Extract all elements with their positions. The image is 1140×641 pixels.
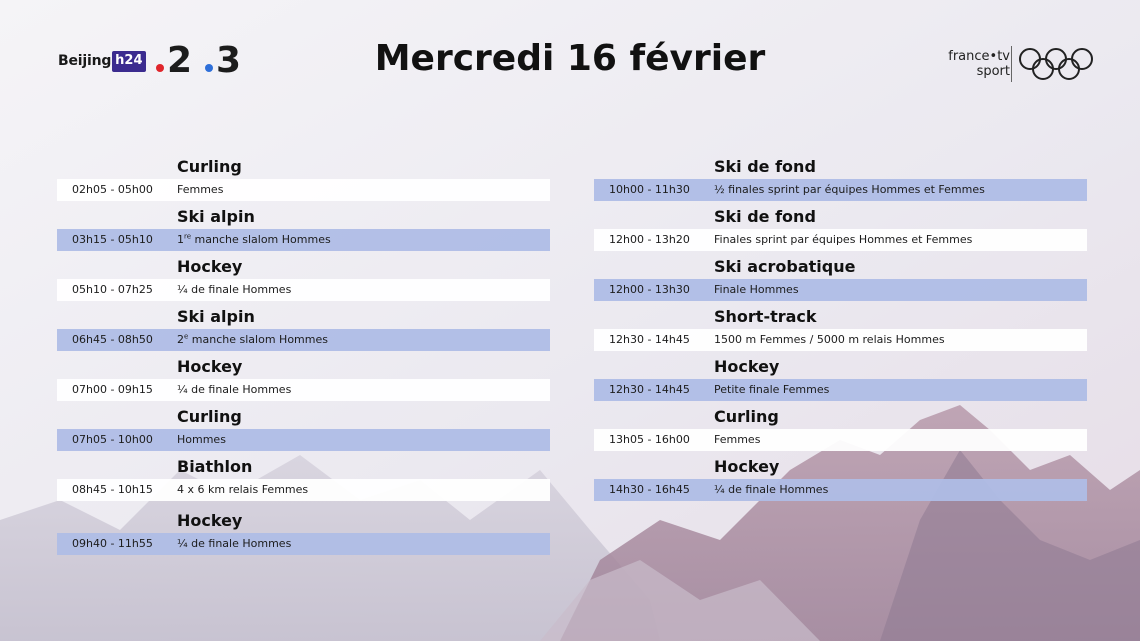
schedule-left-column <box>57 155 550 555</box>
schedule-row <box>57 429 550 451</box>
event-description: 1500 m Femmes / 5000 m relais Hommes <box>714 333 945 346</box>
time-slot: 07h05 - 10h00 <box>72 433 153 446</box>
sport-name: Curling <box>177 157 242 176</box>
event-description: 1re manche slalom Hommes <box>177 232 331 246</box>
sport-name: Ski de fond <box>714 157 816 176</box>
event-description: Hommes <box>177 433 226 446</box>
schedule-entry <box>57 509 550 555</box>
sport-name: Ski de fond <box>714 207 816 226</box>
event-description: Femmes <box>714 433 761 446</box>
schedule-row <box>594 479 1087 501</box>
schedule-entry <box>57 405 550 451</box>
beijing-logo-box: h24 <box>112 51 145 72</box>
schedule-row <box>594 229 1087 251</box>
sport-name: Short-track <box>714 307 817 326</box>
schedule-row <box>57 479 550 501</box>
sport-name: Hockey <box>714 457 780 476</box>
olympic-rings-logo <box>1011 46 1094 82</box>
sport-name: Curling <box>177 407 242 426</box>
schedule-entry <box>594 155 1087 201</box>
event-description: 2e manche slalom Hommes <box>177 332 328 346</box>
beijing-logo-text: Beijing <box>58 53 112 69</box>
time-slot: 12h30 - 14h45 <box>609 383 690 396</box>
schedule-row <box>594 179 1087 201</box>
schedule-row <box>57 229 550 251</box>
event-description: 4 x 6 km relais Femmes <box>177 483 309 496</box>
schedule-entry <box>57 255 550 301</box>
france2-number: 2 <box>167 40 193 81</box>
sport-name: Hockey <box>177 357 243 376</box>
sport-name: Biathlon <box>177 457 253 476</box>
time-slot: 08h45 - 10h15 <box>72 483 153 496</box>
page-title: Mercredi 16 février <box>374 38 766 79</box>
time-slot: 02h05 - 05h00 <box>72 183 153 196</box>
sport-logo-text: sport <box>976 64 1010 79</box>
schedule-entry <box>594 305 1087 351</box>
france3-number: 3 <box>216 40 242 81</box>
schedule-row <box>594 279 1087 301</box>
event-description: Finale Hommes <box>714 283 799 296</box>
sport-name: Hockey <box>177 257 243 276</box>
francetv-logo-text: france•tv <box>948 49 1010 64</box>
sport-name: Ski acrobatique <box>714 257 856 276</box>
sport-name: Ski alpin <box>177 207 255 226</box>
time-slot: 12h00 - 13h20 <box>609 233 690 246</box>
time-slot: 09h40 - 11h55 <box>72 537 153 550</box>
sport-name: Hockey <box>714 357 780 376</box>
schedule-row <box>57 279 550 301</box>
schedule-entry <box>57 205 550 251</box>
schedule-row <box>57 533 550 555</box>
event-description: ¼ de finale Hommes <box>177 537 292 550</box>
time-slot: 13h05 - 16h00 <box>609 433 690 446</box>
time-slot: 14h30 - 16h45 <box>609 483 690 496</box>
time-slot: 03h15 - 05h10 <box>72 233 153 246</box>
sport-name: Ski alpin <box>177 307 255 326</box>
schedule-entry <box>57 455 550 501</box>
schedule-row <box>594 379 1087 401</box>
schedule-entry <box>594 355 1087 401</box>
time-slot: 07h00 - 09h15 <box>72 383 153 396</box>
schedule-row <box>57 179 550 201</box>
event-description: ¼ de finale Hommes <box>177 383 292 396</box>
olympic-rings-icon <box>1018 46 1094 82</box>
schedule-row <box>594 429 1087 451</box>
time-slot: 12h30 - 14h45 <box>609 333 690 346</box>
schedule-right-column <box>594 155 1087 501</box>
schedule-entry <box>594 205 1087 251</box>
event-description: Finales sprint par équipes Hommes et Femmes <box>714 233 973 246</box>
event-description: ¼ de finale Hommes <box>714 483 829 496</box>
event-description: ½ finales sprint par équipes Hommes et Femmes <box>714 183 985 196</box>
schedule-entry <box>57 355 550 401</box>
schedule-entry <box>594 405 1087 451</box>
event-description: Petite finale Femmes <box>714 383 830 396</box>
schedule-entry <box>57 305 550 351</box>
sport-name: Curling <box>714 407 779 426</box>
schedule-row <box>594 329 1087 351</box>
schedule-entry <box>57 155 550 201</box>
event-description: ¼ de finale Hommes <box>177 283 292 296</box>
time-slot: 10h00 - 11h30 <box>609 183 690 196</box>
schedule-entry <box>594 455 1087 501</box>
schedule-row <box>57 379 550 401</box>
sport-name: Hockey <box>177 511 243 530</box>
schedule-entry <box>594 255 1087 301</box>
time-slot: 06h45 - 08h50 <box>72 333 153 346</box>
francetv-sport-logo <box>934 49 1010 79</box>
event-description: Femmes <box>177 183 224 196</box>
time-slot: 05h10 - 07h25 <box>72 283 153 296</box>
schedule-row <box>57 329 550 351</box>
time-slot: 12h00 - 13h30 <box>609 283 690 296</box>
